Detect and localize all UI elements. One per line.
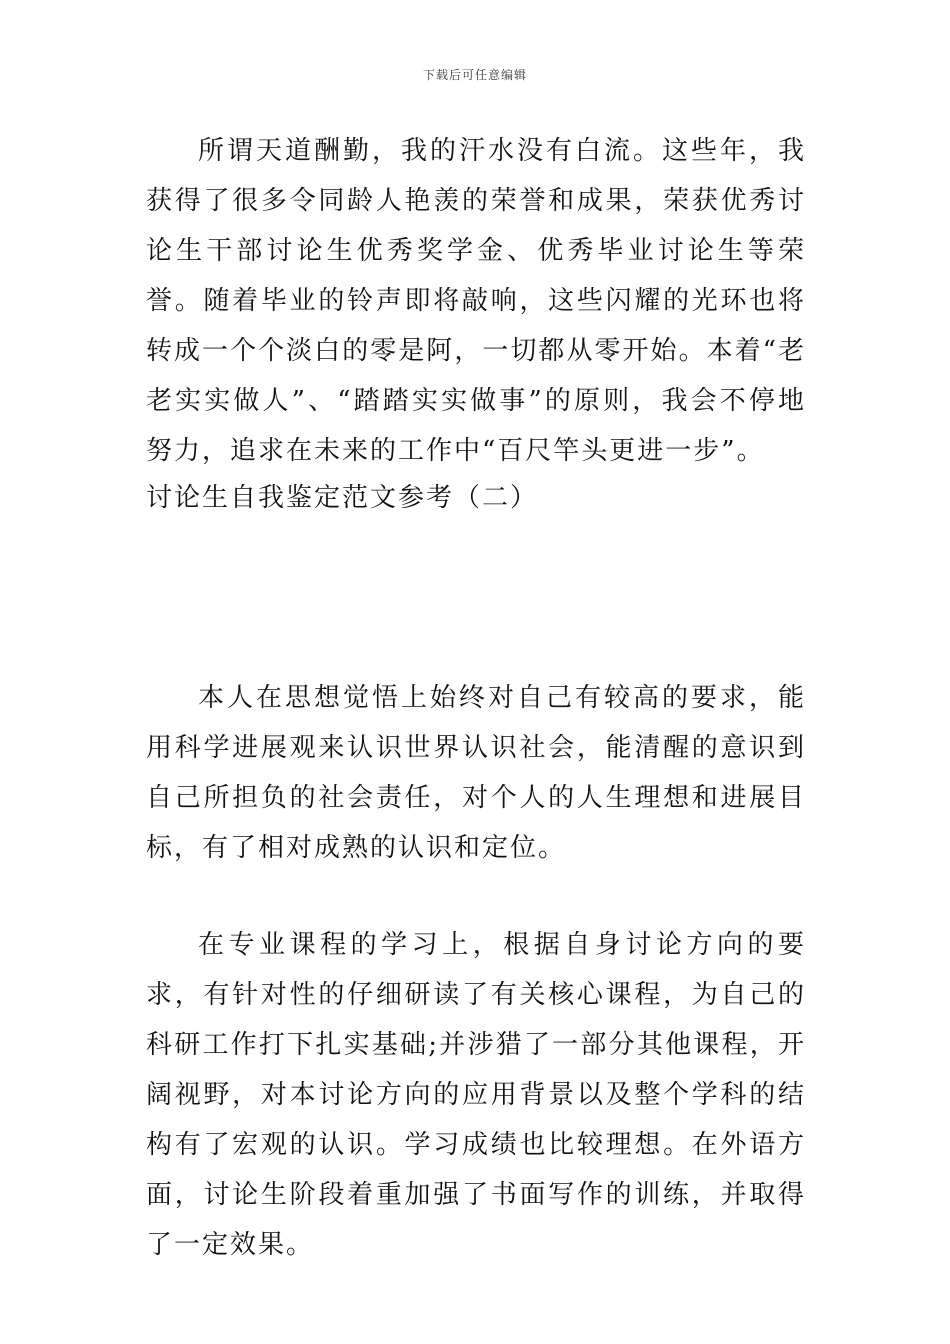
section-heading: 讨论生自我鉴定范文参考（二） xyxy=(146,483,539,513)
header-note: 下载后可任意编辑 xyxy=(422,68,527,82)
paragraph-3: 在专业课程的学习上，根据自身讨论方向的要求，有针对性的仔细研读了有关核心课程，为自己的科研工作打下扎实基础;并涉猎了一部分其他课程，开阔视野，对本讨论方向的应用背景以及整个学科的结构有了宏观的认识。学习成绩也比较理想。在外语方面，讨论生阶段着重加强了书面写作的训练，并取得了一定效果。 xyxy=(146,930,806,1260)
paragraph-1: 所谓天道酬勤，我的汗水没有白流。这些年，我获得了很多令同龄人艳羡的荣誉和成果，荣获优秀讨论生干部讨论生优秀奖学金、优秀毕业讨论生等荣誉。随着毕业的铃声即将敲响，这些闪耀的光环也将转成一个个淡白的零是阿，一切都从零开始。本着“老老实实做人”、“踏踏实实做事”的原则，我会不停地努力，追求在未来的工作中“百尺竿头更进一步”。 xyxy=(146,136,806,466)
paragraph-2: 本人在思想觉悟上始终对自己有较高的要求，能用科学进展观来认识世界认识社会，能清醒的意识到自己所担负的社会责任，对个人的人生理想和进展目标，有了相对成熟的认识和定位。 xyxy=(146,683,806,863)
